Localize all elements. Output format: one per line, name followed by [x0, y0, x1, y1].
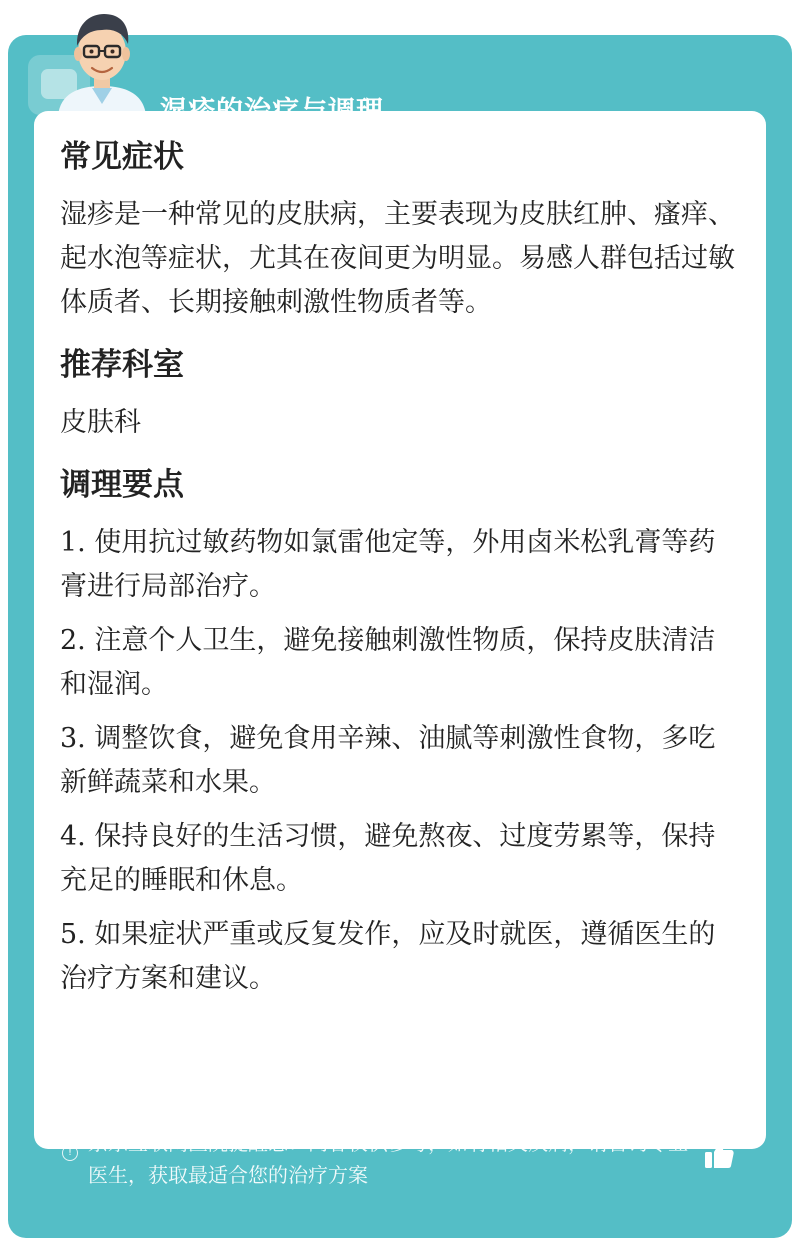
thumbs-up-icon[interactable] — [702, 1138, 736, 1172]
content-panel — [34, 111, 766, 1149]
list-number: 5. — [60, 919, 86, 950]
list-text: 调整饮食，避免食用辛辣、油腻等刺激性食物，多吃新鲜蔬菜和水果。 — [60, 723, 716, 798]
list-number: 3. — [60, 723, 86, 754]
list-item — [60, 521, 740, 609]
list-item — [60, 717, 740, 805]
department-text: 皮肤科 — [60, 407, 141, 438]
info-icon: ! — [62, 1145, 78, 1161]
list-text: 如果症状严重或反复发作，应及时就医，遵循医生的治疗方案和建议。 — [60, 919, 716, 994]
list-item — [60, 913, 740, 1001]
list-text: 保持良好的生活习惯，避免熬夜、过度劳累等，保持充足的睡眠和休息。 — [60, 821, 716, 896]
list-number: 2. — [60, 625, 86, 656]
section-title-care: 调理要点 — [60, 467, 184, 503]
doctor-avatar — [48, 8, 156, 116]
list-number: 1. — [60, 527, 86, 558]
list-item — [60, 815, 740, 903]
footer-notice: 京东互联网医院提醒您：内容仅供参考，如有相关疾病，请咨询专业医生，获取最适合您的治疗方案 — [88, 1131, 688, 1187]
section-title-symptoms: 常见症状 — [60, 139, 184, 175]
list-number: 4. — [60, 821, 86, 852]
list-item — [60, 619, 740, 707]
symptoms-text: 湿疹是一种常见的皮肤病，主要表现为皮肤红肿、瘙痒、起水泡等症状，尤其在夜间更为明显。易感人群包括过敏体质者、长期接触刺激性物质者等。 — [60, 199, 735, 318]
list-text: 注意个人卫生，避免接触刺激性物质，保持皮肤清洁和湿润。 — [60, 625, 716, 700]
section-title-department: 推荐科室 — [60, 347, 184, 383]
list-text: 使用抗过敏药物如氯雷他定等，外用卤米松乳膏等药膏进行局部治疗。 — [60, 527, 716, 602]
